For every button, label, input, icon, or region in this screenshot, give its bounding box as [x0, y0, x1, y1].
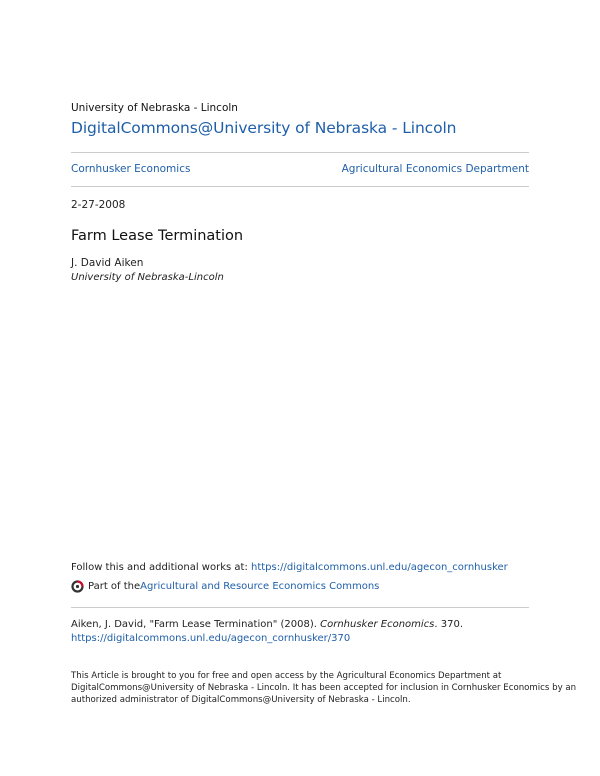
citation-journal: Cornhusker Economics — [320, 619, 435, 630]
notice-line-2: DigitalCommons@University of Nebraska - Lincoln. It has been accepted for inclusion in Cornhusker Economics by an — [71, 683, 577, 693]
divider-citation — [71, 607, 529, 608]
publication-date: 2-27-2008 — [71, 199, 126, 211]
institution-name: University of Nebraska - Lincoln — [71, 102, 238, 114]
repository-title[interactable]: DigitalCommons@University of Nebraska - Lincoln — [71, 119, 457, 137]
citation-text — [71, 619, 463, 630]
article-title: Farm Lease Termination — [71, 228, 244, 244]
notice-line-3: authorized administrator of DigitalCommons@University of Nebraska - Lincoln. — [71, 695, 411, 705]
part-of-row — [71, 580, 379, 593]
network-icon — [71, 580, 84, 593]
department-link[interactable]: Agricultural Economics Department — [341, 163, 529, 175]
notice-line-1: This Article is brought to you for free and open access by the Agricultural Economics Department at — [71, 671, 502, 681]
divider-top — [71, 152, 529, 153]
commons-link[interactable]: Agricultural and Resource Economics Commons — [140, 581, 380, 592]
divider-series — [71, 186, 529, 187]
series-link[interactable]: Cornhusker Economics — [71, 163, 191, 175]
follow-label: Follow this and additional works at: — [71, 562, 251, 573]
access-notice — [71, 670, 577, 706]
author-affiliation: University of Nebraska-Lincoln — [71, 272, 224, 283]
part-of-label: Part of the — [88, 581, 141, 592]
author-name[interactable]: J. David Aiken — [71, 257, 144, 269]
citation-end: . 370. — [434, 619, 464, 630]
citation-start: Aiken, J. David, "Farm Lease Termination" (2008). — [71, 619, 321, 630]
follow-link[interactable]: https://digitalcommons.unl.edu/agecon_cornhusker — [251, 562, 508, 573]
citation-url[interactable]: https://digitalcommons.unl.edu/agecon_cornhusker/370 — [71, 633, 351, 644]
follow-row — [71, 562, 508, 573]
